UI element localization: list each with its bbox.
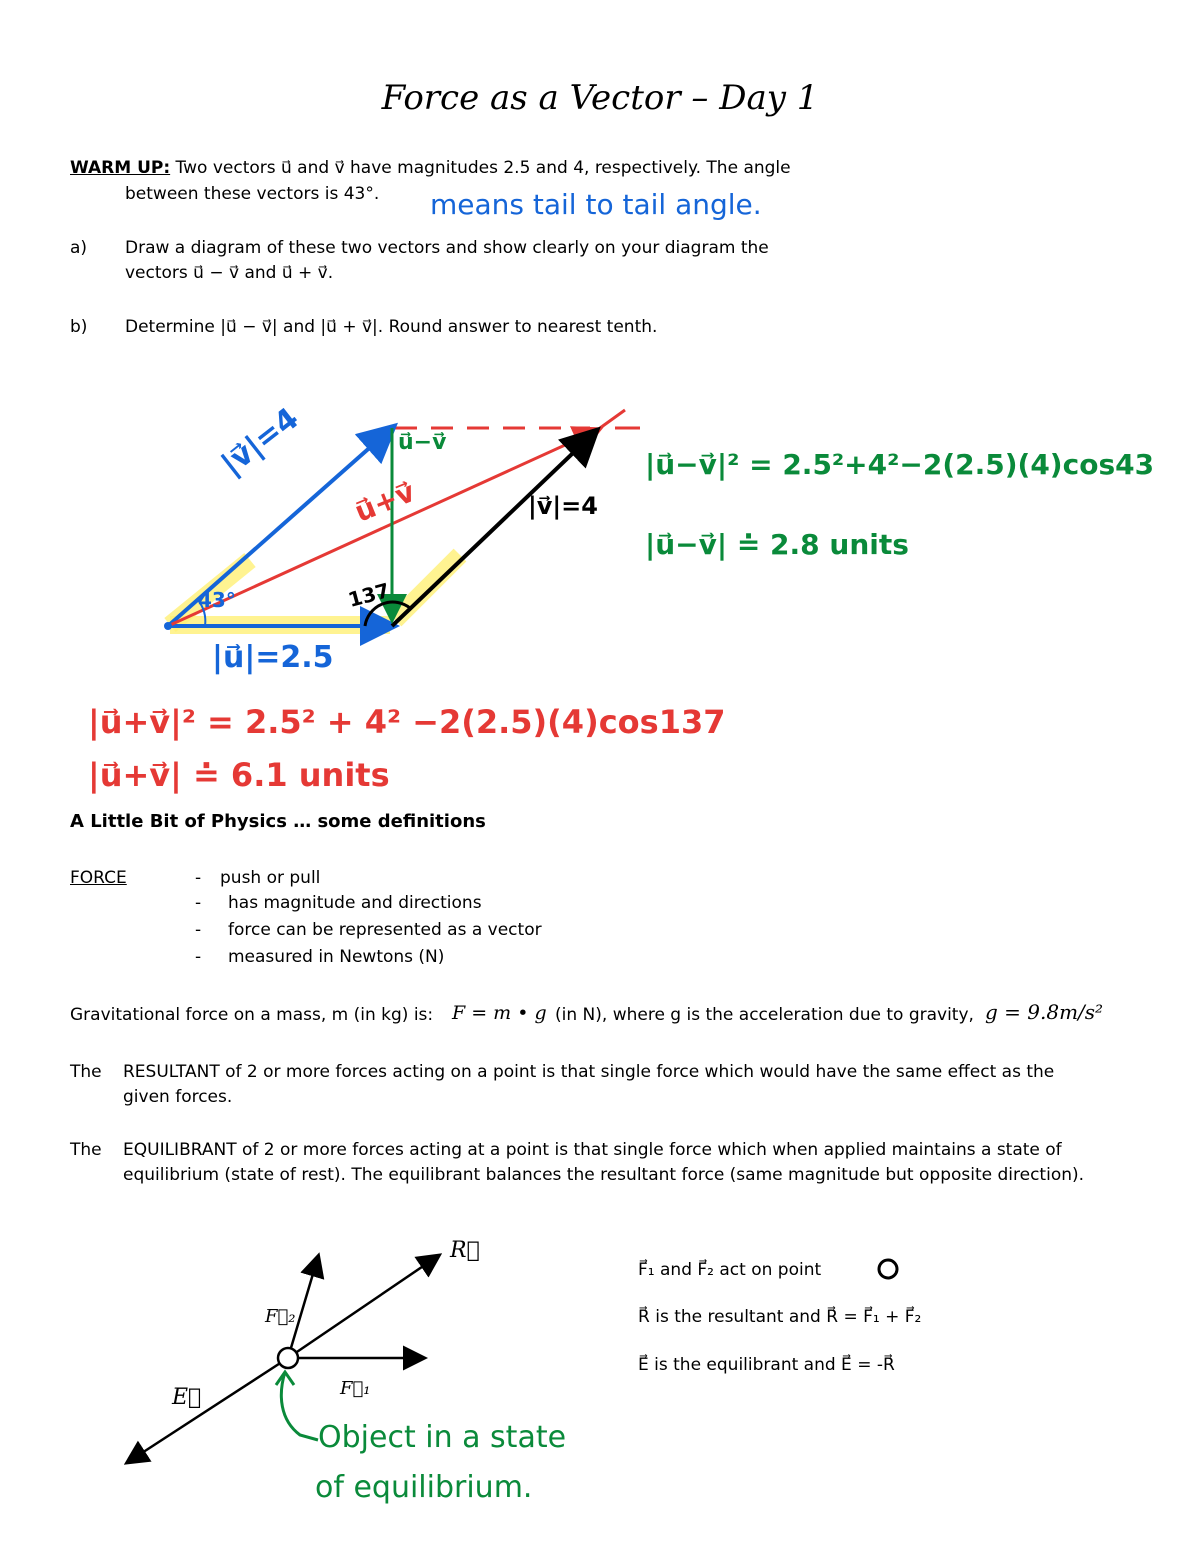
page-title: Force as a Vector – Day 1 xyxy=(381,78,819,118)
defs-line-2: R⃗ is the resultant and R⃗ = F⃗₁ + F⃗₂ xyxy=(638,1307,922,1327)
sum-equation: |u⃗+v⃗|² = 2.5² + 4² −2(2.5)(4)cos137 xyxy=(88,703,726,741)
diff-answer: |u⃗−v⃗| ≐ 2.8 units xyxy=(645,528,909,561)
label-u-mag: |u⃗|=2.5 xyxy=(212,640,334,675)
label-R: R⃗ xyxy=(450,1238,480,1263)
force-dash-3: - xyxy=(195,920,202,940)
warmup-text1: Two vectors u⃗ and v⃗ have magnitudes 2.5 and 4, respectively. The angle xyxy=(175,158,791,178)
equilibrant-line2: equilibrium (state of rest). The equilibrant balances the resultant force (same magnitude but opposite direction). xyxy=(123,1165,1085,1185)
physics-heading: A Little Bit of Physics … some definitions xyxy=(70,811,486,832)
sum-answer: |u⃗+v⃗| ≐ 6.1 units xyxy=(88,756,390,794)
label-E: E⃗ xyxy=(172,1385,202,1410)
part-b-line: Determine |u⃗ − v⃗| and |u⃗ + v⃗|. Round answer to nearest tenth. xyxy=(125,317,658,337)
grav-text-b: (in N), where g is the acceleration due to gravity, xyxy=(555,1005,974,1025)
part-a-line2: vectors u⃗ − v⃗ and u⃗ + v⃗. xyxy=(125,263,334,283)
warmup-label: WARM UP: xyxy=(70,158,171,178)
force-item-3: force can be represented as a vector xyxy=(228,920,542,940)
highlight-angle-137 xyxy=(395,555,460,620)
label-v-mag: |v⃗|=4 xyxy=(215,401,306,483)
green-pointer xyxy=(281,1372,318,1440)
force-dash-1: - xyxy=(195,868,202,888)
label-F2: F⃗₂ xyxy=(265,1306,296,1327)
label-43: 43° xyxy=(198,588,236,612)
grav-g: g = 9.8m/s² xyxy=(985,1000,1104,1024)
green-pointer-head xyxy=(276,1372,294,1385)
defs-line-1: F⃗₁ and F⃗₂ act on point xyxy=(638,1260,822,1280)
resultant-the: The xyxy=(70,1062,102,1082)
force-item-2: has magnitude and directions xyxy=(228,893,482,913)
point-o-symbol xyxy=(879,1260,897,1278)
point-O xyxy=(278,1348,298,1368)
grav-text-a: Gravitational force on a mass, m (in kg) is: xyxy=(70,1005,434,1025)
force-item-1: push or pull xyxy=(220,868,321,888)
equilibrant-the: The xyxy=(70,1140,102,1160)
diff-equation: |u⃗−v⃗|² = 2.5²+4²−2(2.5)(4)cos43 xyxy=(645,448,1155,481)
resultant-line1: RESULTANT of 2 or more forces acting on a point is that single force which would have the same effect as the xyxy=(123,1062,1055,1082)
origin-dot xyxy=(164,622,172,630)
label-137: 137 xyxy=(345,578,393,612)
vector-R xyxy=(288,1256,438,1358)
force-dash-4: - xyxy=(195,947,202,967)
equilibrium-note-2: of equilibrium. xyxy=(315,1470,533,1505)
label-F1: F⃗₁ xyxy=(340,1378,371,1399)
vector-v-translated xyxy=(392,432,595,626)
force-dash-2: - xyxy=(195,893,202,913)
vector-E xyxy=(128,1358,288,1462)
grav-formula: F = m • g xyxy=(452,1002,547,1024)
part-a-label: a) xyxy=(70,238,88,258)
force-item-4: measured in Newtons (N) xyxy=(228,947,445,967)
equilibrium-note-1: Object in a state xyxy=(318,1420,567,1455)
resultant-line2: given forces. xyxy=(123,1087,233,1107)
force-label: FORCE xyxy=(70,868,127,888)
warmup-text2: between these vectors is 43°. xyxy=(125,184,380,204)
part-a-line1: Draw a diagram of these two vectors and show clearly on your diagram the xyxy=(125,238,769,258)
warmup-note: means tail to tail angle. xyxy=(430,188,762,221)
label-u-plus-v: u⃗+v⃗ xyxy=(350,474,420,529)
equilibrant-line1: EQUILIBRANT of 2 or more forces acting at a point is that single force which when applied maintains a state of xyxy=(123,1140,1062,1160)
defs-line-3: E⃗ is the equilibrant and E⃗ = -R⃗ xyxy=(638,1355,895,1375)
part-b-label: b) xyxy=(70,317,88,337)
label-u-minus-v: u⃗−v⃗ xyxy=(398,430,447,455)
dashed-end-mark xyxy=(600,410,640,428)
label-v-mag-2: |v⃗|=4 xyxy=(528,492,598,520)
